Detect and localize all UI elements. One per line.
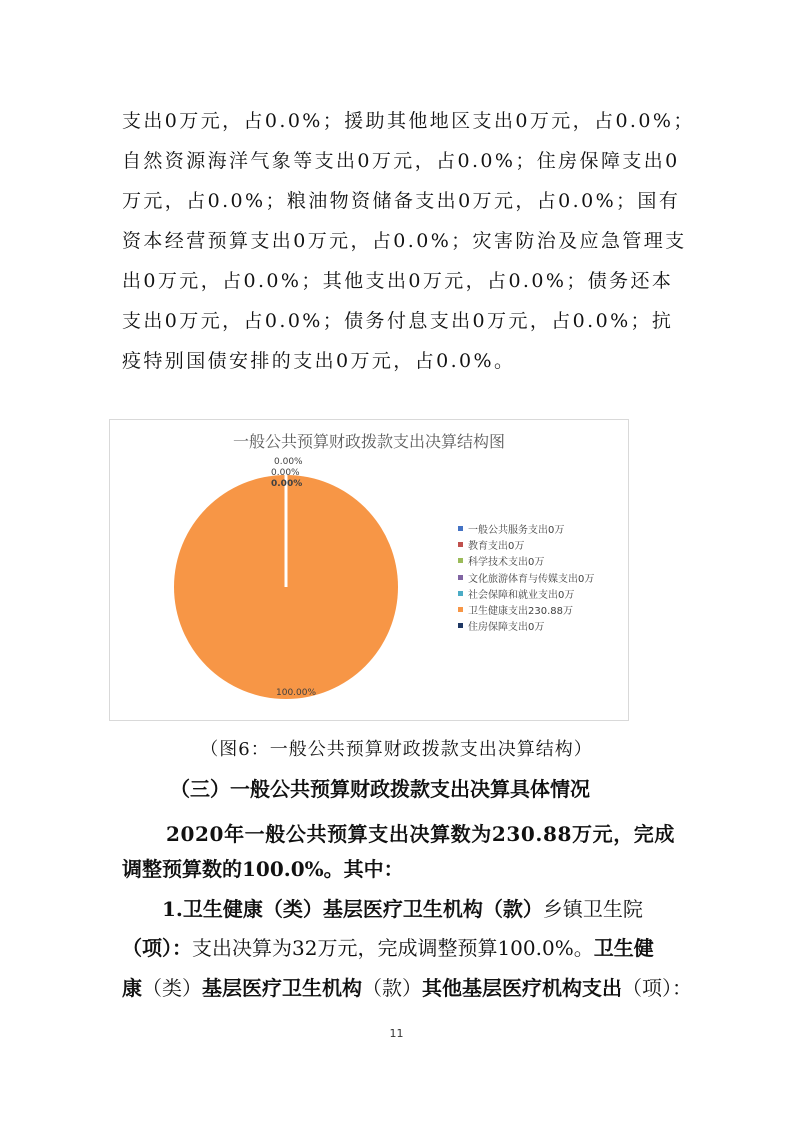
legend-label: 教育支出0万 — [468, 540, 525, 552]
data-label: 0.00% — [271, 479, 303, 489]
item-title: 康 — [122, 976, 142, 1000]
legend-item — [458, 553, 594, 569]
figure-caption: （图6：一般公共预算财政拨款支出决算结构） — [200, 739, 593, 760]
item-line — [122, 932, 654, 961]
item-title: 1.卫生健康（类）基层医疗卫生机构（款） — [162, 897, 543, 921]
pie-plot — [110, 420, 450, 720]
chart-legend — [458, 520, 594, 634]
legend-label: 社会保障和就业支出0万 — [468, 589, 575, 601]
item-title: 其他基层医疗机构支出 — [422, 976, 622, 1000]
item-title: 基层医疗卫生机构 — [202, 976, 362, 1000]
item-line — [122, 972, 692, 1001]
legend-label: 文化旅游体育与传媒支出0万 — [468, 573, 595, 585]
item-text: （项）： — [622, 976, 692, 1000]
legend-item — [458, 536, 594, 552]
body-line: 出0万元，占0.0%；其他支出0万元，占0.0%；债务还本 — [122, 270, 674, 292]
pie-chart — [109, 419, 629, 721]
legend-item — [458, 601, 594, 617]
legend-swatch — [458, 542, 463, 547]
legend-swatch — [458, 623, 463, 628]
item-title: 卫生健 — [593, 936, 654, 960]
legend-label: 卫生健康支出230.88万 — [468, 606, 573, 618]
body-line: 支出0万元，占0.0%；债务付息支出0万元，占0.0%；抗 — [122, 310, 674, 332]
legend-swatch — [458, 575, 463, 580]
data-label: 0.00% — [271, 468, 300, 478]
item-text: 支出决算为32万元，完成调整预算100.0%。 — [192, 936, 594, 960]
body-line: 资本经营预算支出0万元，占0.0%；灾害防治及应急管理支 — [122, 230, 687, 252]
summary-line: 调整预算数的100.0%。其中： — [122, 857, 404, 881]
legend-swatch — [458, 558, 463, 563]
summary-line: 2020年一般公共预算支出决算数为230.88万元，完成 — [166, 822, 676, 846]
legend-label: 住房保障支出0万 — [468, 622, 545, 634]
body-line: 万元，占0.0%；粮油物资储备支出0万元，占0.0%；国有 — [122, 190, 681, 212]
legend-item — [458, 585, 594, 601]
item-line — [162, 893, 643, 922]
body-line: 自然资源海洋气象等支出0万元，占0.0%；住房保障支出0 — [122, 150, 680, 172]
item-title: （项）： — [122, 936, 192, 960]
legend-swatch — [458, 607, 463, 612]
item-text: （款） — [362, 976, 422, 1000]
data-label: 0.00% — [274, 457, 303, 467]
page-number: 11 — [389, 1027, 404, 1040]
legend-swatch — [458, 526, 463, 531]
legend-label: 科学技术支出0万 — [468, 557, 545, 569]
item-text: （类） — [142, 976, 202, 1000]
item-text: 乡镇卫生院 — [542, 897, 643, 921]
chart-title: 一般公共预算财政拨款支出决算结构图 — [232, 432, 505, 451]
data-label: 100.00% — [276, 688, 317, 698]
legend-item — [458, 569, 594, 585]
legend-label: 一般公共服务支出0万 — [468, 524, 565, 536]
body-line: 支出0万元，占0.0%；援助其他地区支出0万元，占0.0%； — [122, 110, 695, 132]
legend-item — [458, 520, 594, 536]
body-line: 疫特别国债安排的支出0万元，占0.0%。 — [122, 350, 516, 372]
legend-item — [458, 618, 594, 634]
legend-swatch — [458, 591, 463, 596]
section-heading: （三）一般公共预算财政拨款支出决算具体情况 — [170, 777, 590, 801]
